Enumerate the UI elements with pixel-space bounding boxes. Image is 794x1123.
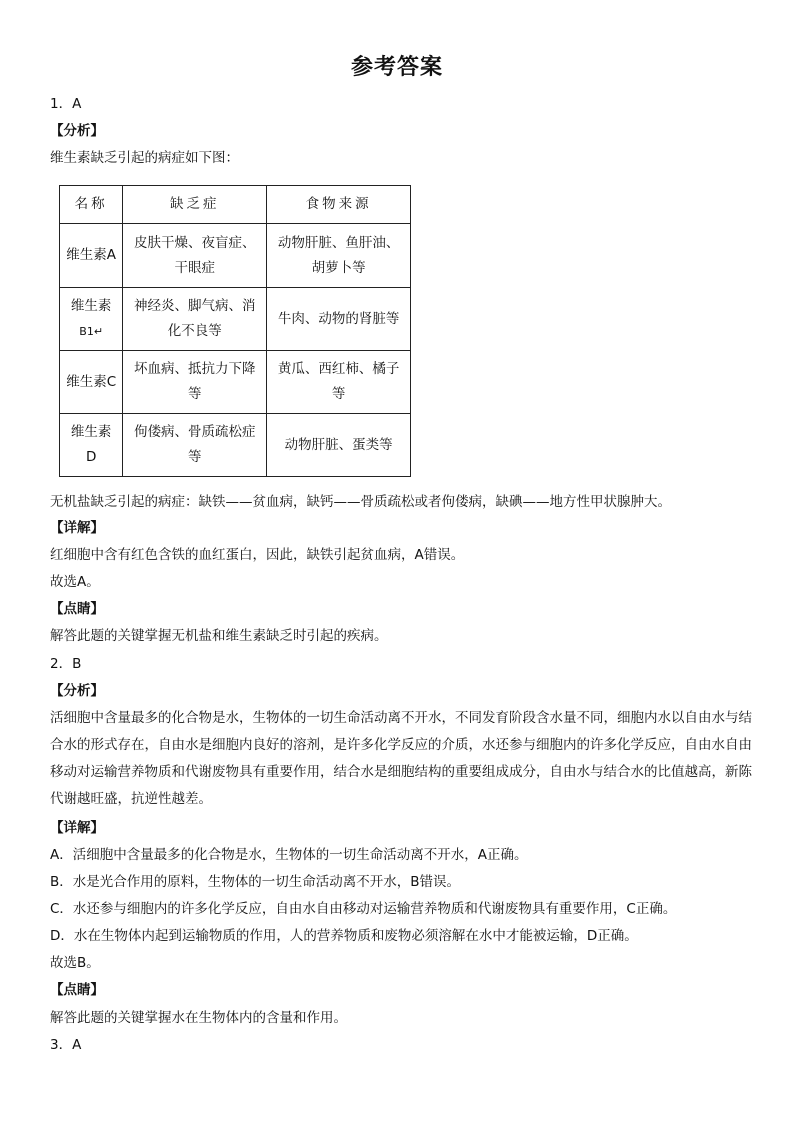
q3-number: 3．A bbox=[50, 1037, 82, 1053]
q2-answer: 故选B。 bbox=[50, 955, 100, 971]
header-source: 食物来源 bbox=[267, 186, 411, 224]
q1-comment-tag: 【点睛】 bbox=[50, 601, 104, 617]
cell-name-line1: 维生素 bbox=[70, 298, 112, 314]
q1-detail: 红细胞中含有红色含铁的血红蛋白，因此，缺铁引起贫血病，A错误。 bbox=[50, 547, 465, 563]
q1-mineral-line: 无机盐缺乏引起的病症：缺铁——贫血病，缺钙——骨质疏松或者佝偻病，缺碘——地方性甲状腺肿大。 bbox=[50, 494, 671, 510]
q1-intro: 维生素缺乏引起的病症如下图： bbox=[50, 150, 239, 166]
q1-analysis-tag: 【分析】 bbox=[50, 123, 104, 139]
page-title: 参考答案 bbox=[350, 55, 443, 80]
cell-name: 维生素D bbox=[60, 414, 123, 477]
q2-option-c: C．水还参与细胞内的许多化学反应，自由水自由移动对运输营养物质和代谢废物具有重要作用，C正确。 bbox=[50, 901, 677, 917]
q1-number: 1．A bbox=[50, 96, 82, 112]
q2-option-a: A．活细胞中含量最多的化合物是水，生物体的一切生命活动离不开水，A正确。 bbox=[50, 847, 528, 863]
cell-source: 黄瓜、西红柿、橘子等 bbox=[267, 351, 411, 414]
q2-option-b: B．水是光合作用的原料，生物体的一切生命活动离不开水，B错误。 bbox=[50, 874, 461, 890]
q1-detail-tag: 【详解】 bbox=[50, 520, 104, 536]
table-row bbox=[60, 351, 411, 414]
cell-deficiency: 皮肤干燥、夜盲症、干眼症 bbox=[123, 224, 267, 288]
cell-deficiency: 佝偻病、骨质疏松症等 bbox=[123, 414, 267, 477]
q2-option-d: D．水在生物体内起到运输物质的作用，人的营养物质和废物必须溶解在水中才能被运输，D正确。 bbox=[50, 928, 638, 944]
q1-answer: 故选A。 bbox=[50, 574, 100, 590]
q2-comment: 解答此题的关键掌握水在生物体内的含量和作用。 bbox=[50, 1010, 347, 1026]
cell-name bbox=[60, 288, 123, 351]
q2-comment-tag: 【点睛】 bbox=[50, 982, 104, 998]
table-row bbox=[60, 414, 411, 477]
cell-name: 维生素A bbox=[60, 224, 123, 288]
cell-deficiency: 神经炎、脚气病、消化不良等 bbox=[123, 288, 267, 351]
header-name: 名称 bbox=[60, 186, 123, 224]
q2-analysis-tag: 【分析】 bbox=[50, 683, 104, 699]
table-row bbox=[60, 224, 411, 288]
q2-number: 2．B bbox=[50, 656, 82, 672]
vitamin-table bbox=[59, 185, 411, 477]
q2-analysis: 活细胞中含量最多的化合物是水，生物体的一切生命活动离不开水，不同发育阶段含水量不同，细胞内水以自由水与结合水的形式存在，自由水是细胞内良好的溶剂，是许多化学反应的介质，水还参与细胞内的许多化学反应，自由水自由移动对运输营养物质和代谢废物具有重要作用，结合水是细胞结构的重要组成成分，自由水与结合水的比值越高，新陈代谢越旺盛，抗逆性越差。 bbox=[50, 710, 752, 807]
q1-comment: 解答此题的关键掌握无机盐和维生素缺乏时引起的疾病。 bbox=[50, 628, 388, 644]
cell-name-line2: B1↵ bbox=[79, 325, 104, 338]
q2-detail-tag: 【详解】 bbox=[50, 820, 104, 836]
table-header-row bbox=[60, 186, 411, 224]
cell-source: 动物肝脏、鱼肝油、胡萝卜等 bbox=[267, 224, 411, 288]
cell-name: 维生素C bbox=[60, 351, 123, 414]
cell-deficiency: 坏血病、抵抗力下降等 bbox=[123, 351, 267, 414]
cell-source: 牛肉、动物的肾脏等 bbox=[267, 288, 411, 351]
header-deficiency: 缺乏症 bbox=[123, 186, 267, 224]
table-row bbox=[60, 288, 411, 351]
cell-source: 动物肝脏、蛋类等 bbox=[267, 414, 411, 477]
